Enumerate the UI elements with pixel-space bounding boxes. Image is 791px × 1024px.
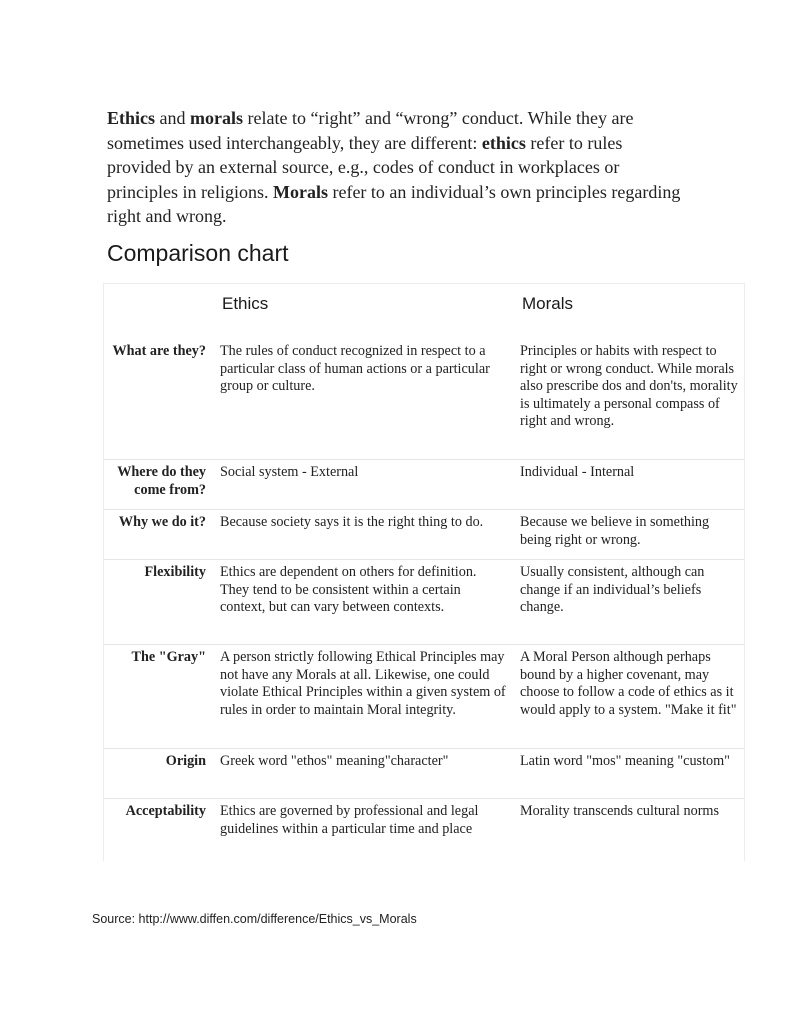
table-row bbox=[104, 749, 744, 799]
intro-text: refer to rules provided by an external source, e.g., codes of conduct in workplaces or principles in religions. bbox=[107, 132, 623, 202]
intro-text: and bbox=[155, 108, 191, 128]
header-ethics: Ethics bbox=[222, 294, 269, 313]
morals-cell: Morality transcends cultural norms bbox=[520, 803, 719, 819]
morals-cell: Because we believe in something being right or wrong. bbox=[514, 510, 744, 560]
intro-term-ethics: Ethics bbox=[107, 108, 156, 128]
row-label: The "Gray" bbox=[104, 645, 214, 749]
morals-cell: Individual - Internal bbox=[514, 460, 744, 510]
ethics-cell: A person strictly following Ethical Principles may not have any Morals at all. Likewise, one could violate Ethical Principles within a given system of rules in order to maintain Moral integrity. bbox=[214, 645, 514, 749]
ethics-cell: Social system - External bbox=[214, 460, 514, 510]
table-row bbox=[104, 560, 744, 645]
comparison-table-container bbox=[103, 283, 745, 861]
morals-cell: Latin word "mos" meaning "custom" bbox=[514, 749, 744, 799]
table-row bbox=[104, 645, 744, 749]
intro-text: refer to an individual’s own principles regarding right and wrong. bbox=[107, 181, 681, 226]
comparison-table bbox=[104, 284, 744, 861]
intro-term-morals-def: Morals bbox=[272, 181, 328, 202]
table-row bbox=[104, 343, 744, 460]
ethics-cell: Ethics are governed by professional and legal guidelines within a particular time and place bbox=[220, 803, 479, 837]
table-header-row bbox=[104, 284, 744, 343]
row-label: Acceptability bbox=[125, 803, 206, 819]
header-morals: Morals bbox=[522, 294, 574, 313]
table-row bbox=[104, 460, 744, 510]
morals-cell: Principles or habits with respect to right or wrong conduct. While morals also prescribe dos and don'ts, morality is ultimately a personal compass of right and wrong. bbox=[514, 343, 744, 460]
table-row bbox=[104, 799, 744, 862]
intro-paragraph bbox=[107, 106, 687, 229]
intro-term-ethics-def: ethics bbox=[481, 132, 526, 153]
morals-cell: A Moral Person although perhaps bound by a higher covenant, may choose to follow a code of ethics as it would apply to a system. "Make it fit" bbox=[514, 645, 744, 749]
header-empty bbox=[104, 284, 214, 343]
ethics-cell: Ethics are dependent on others for definition. They tend to be consistent within a certain context, but can vary between contexts. bbox=[214, 560, 514, 645]
row-label: Why we do it? bbox=[104, 510, 214, 560]
table-row bbox=[104, 510, 744, 560]
ethics-cell: Because society says it is the right thing to do. bbox=[214, 510, 514, 560]
ethics-cell: The rules of conduct recognized in respect to a particular class of human actions or a particular group or culture. bbox=[214, 343, 514, 460]
row-label: Origin bbox=[104, 749, 214, 799]
row-label: What are they? bbox=[104, 343, 214, 460]
morals-cell: Usually consistent, although can change if an individual’s beliefs change. bbox=[514, 560, 744, 645]
intro-term-morals: morals bbox=[190, 108, 244, 128]
source-citation: Source: http://www.diffen.com/difference/Ethics_vs_Morals bbox=[92, 912, 417, 926]
intro-text: relate to “right” and “wrong” conduct. While they are sometimes used interchangeably, they are different: bbox=[107, 108, 634, 153]
row-label: Flexibility bbox=[104, 560, 214, 645]
row-label: Where do they come from? bbox=[104, 460, 214, 510]
section-heading: Comparison chart bbox=[107, 240, 289, 266]
ethics-cell: Greek word "ethos" meaning"character" bbox=[214, 749, 514, 799]
